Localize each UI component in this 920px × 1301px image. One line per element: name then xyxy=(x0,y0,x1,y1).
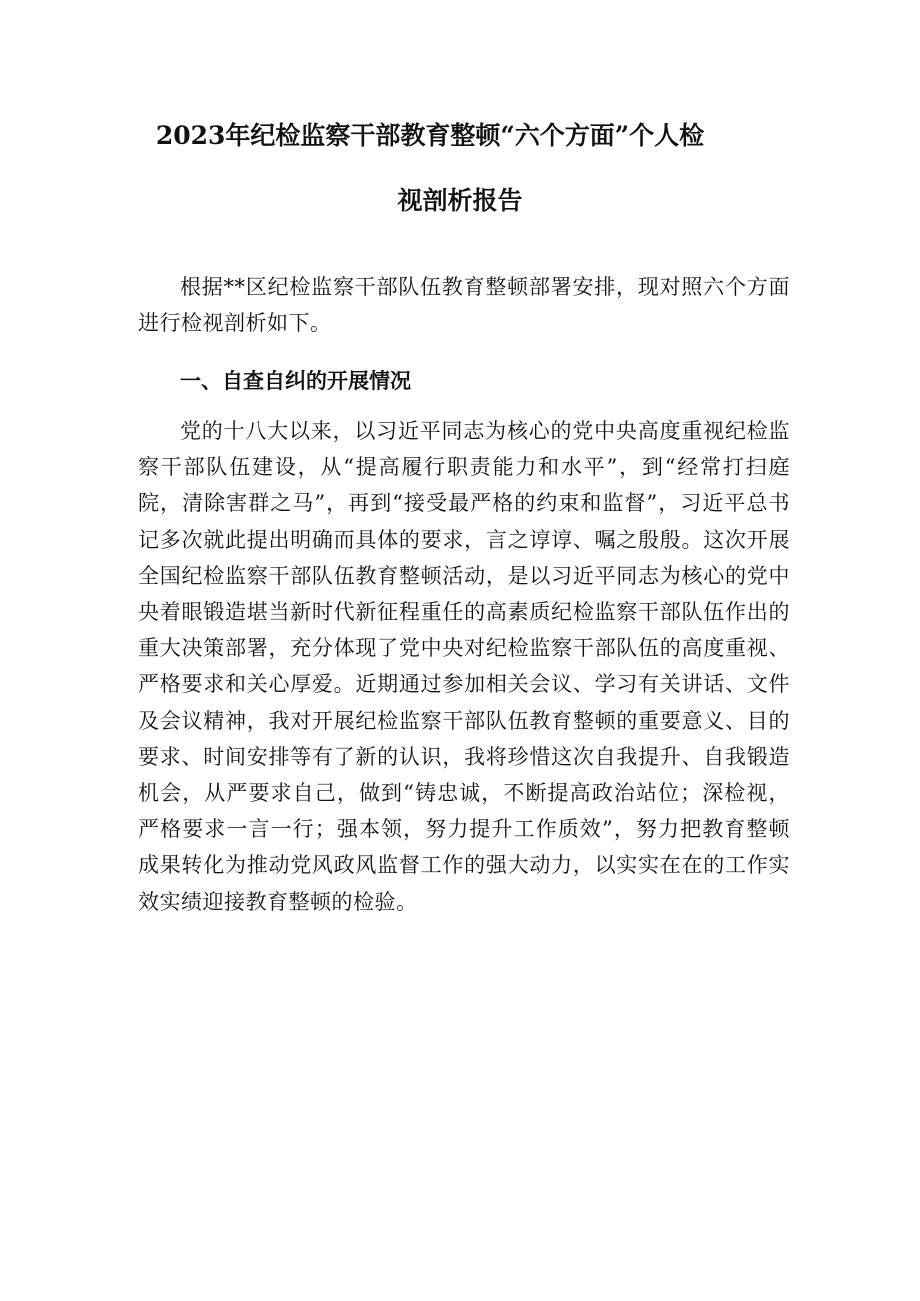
section-heading: 一、自查自纠的开展情况 xyxy=(180,369,411,393)
section-paragraph: 党的十八大以来，以习近平同志为核心的党中央高度重视纪检监察干部队伍建设，从“提高履行职责能力和水平”，到“经常打扫庭院，清除害群之马”，再到“接受最严格的约束和监督”，习近平总书记多次就此提出明确而具体的要求，言之谆谆、嘱之殷殷。这次开展全国纪检监察干部队伍教育整顿活动，是以习近平同志为核心的党中央着眼锻造堪当新时代新征程重任的高素质纪检监察干部队伍作出的重大决策部署，充分体现了党中央对纪检监察干部队伍的高度重视、严格要求和关心厚爱。近期通过参加相关会议、学习有关讲话、文件及会议精神，我对开展纪检监察干部队伍教育整顿的重要意义、目的要求、时间安排等有了新的认识，我将珍惜这次自我提升、自我锻造机会，从严要求自己，做到“铸忠诚，不断提高政治站位；深检视，严格要求一言一行；强本领，努力提升工作质效”，努力把教育整顿成果转化为推动党风政风监督工作的强大动力，以实实在在的工作实效实绩迎接教育整顿的检验。 xyxy=(138,419,790,914)
document-title-line-2: 视剖析报告 xyxy=(397,186,523,215)
document-title-line-1: 2023年纪检监察干部教育整顿“六个方面”个人检 xyxy=(155,121,705,150)
intro-paragraph: 根据**区纪检监察干部队伍教育整顿部署安排，现对照六个方面进行检视剖析如下。 xyxy=(138,275,790,335)
